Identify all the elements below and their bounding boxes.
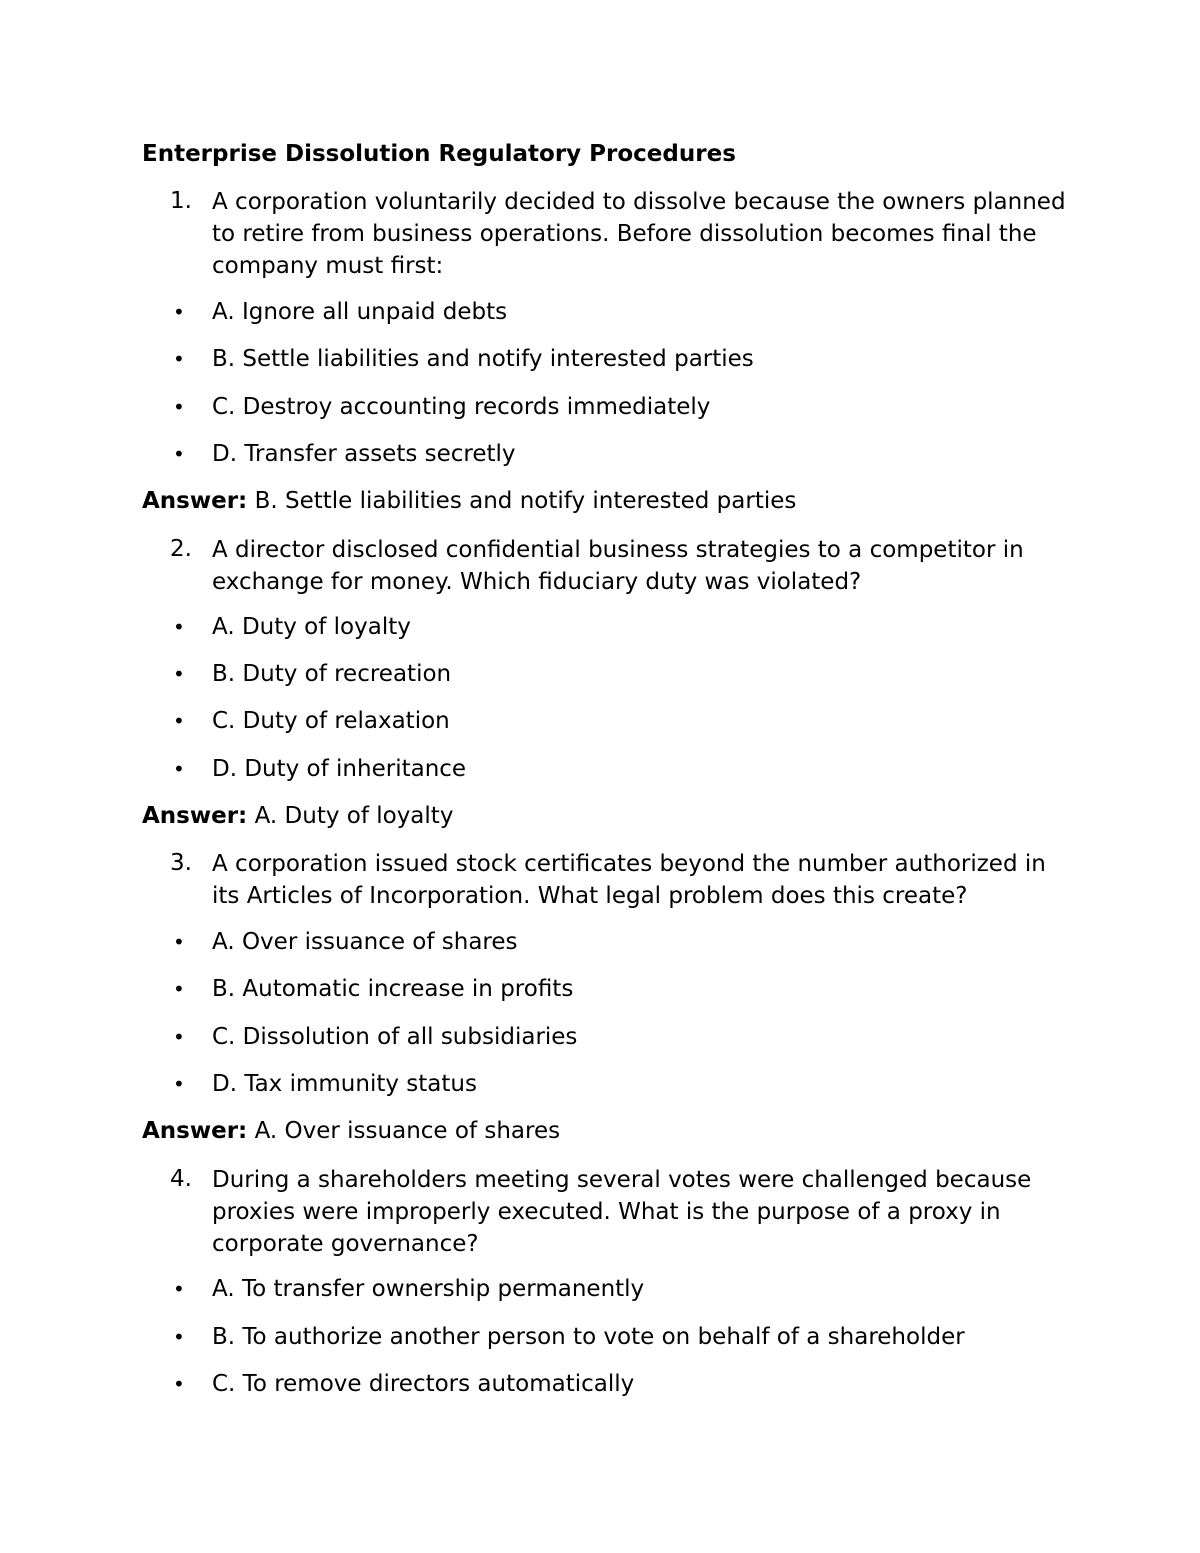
option-item: B. To authorize another person to vote on behalf of a shareholder [212,1324,965,1350]
option-item: C. Destroy accounting records immediately [212,394,711,420]
bullet-icon: • [173,395,185,419]
option-item: B. Automatic increase in profits [212,976,574,1002]
question-number: 4. [170,1166,192,1192]
option-item: B. Settle liabilities and notify interested parties [212,346,754,372]
option-item: A. Ignore all unpaid debts [212,299,508,325]
answer-label: Answer: [142,1118,248,1144]
bullet-icon: • [173,615,185,639]
answer-label: Answer: [142,488,248,514]
bullet-icon: • [173,442,185,466]
bullet-icon: • [173,1372,185,1396]
question-number: 3. [170,850,192,876]
question-text: A director disclosed confidential business strategies to a competitor in exchange for money. Which fiduciary duty was violated? [212,537,1024,595]
bullet-icon: • [173,977,185,1001]
document-title: Enterprise Dissolution Regulatory Procedures [142,141,736,167]
option-item: A. Duty of loyalty [212,614,411,640]
option-item: D. Duty of inheritance [212,756,467,782]
answer-line [142,801,453,832]
question-text: During a shareholders meeting several votes were challenged because proxies were improperly executed. What is the purpose of a proxy in corporate governance? [212,1167,1032,1257]
bullet-icon: • [173,1277,185,1301]
answer-line [142,1116,560,1147]
option-item: C. Duty of relaxation [212,708,450,734]
answer-text: A. Over issuance of shares [254,1118,561,1144]
bullet-icon: • [173,757,185,781]
bullet-icon: • [173,1072,185,1096]
bullet-icon: • [173,662,185,686]
answer-line [142,486,796,517]
question-text: A corporation issued stock certificates beyond the number authorized in its Articles of Incorporation. What legal problem does this create? [212,851,1046,909]
bullet-icon: • [173,709,185,733]
bullet-icon: • [173,300,185,324]
bullet-icon: • [173,930,185,954]
answer-label: Answer: [142,803,248,829]
option-item: C. To remove directors automatically [212,1371,635,1397]
bullet-icon: • [173,1025,185,1049]
bullet-icon: • [173,1325,185,1349]
option-item: B. Duty of recreation [212,661,452,687]
option-item: D. Tax immunity status [212,1071,477,1097]
option-item: A. To transfer ownership permanently [212,1276,645,1302]
question-text: A corporation voluntarily decided to dissolve because the owners planned to retire from business operations. Before dissolution becomes final the company must first: [212,189,1066,279]
answer-text: A. Duty of loyalty [254,803,454,829]
bullet-icon: • [173,347,185,371]
question-number: 1. [170,188,192,214]
answer-text: B. Settle liabilities and notify interested parties [254,488,797,514]
option-item: C. Dissolution of all subsidiaries [212,1024,578,1050]
option-item: D. Transfer assets secretly [212,441,516,467]
question-number: 2. [170,536,192,562]
option-item: A. Over issuance of shares [212,929,518,955]
